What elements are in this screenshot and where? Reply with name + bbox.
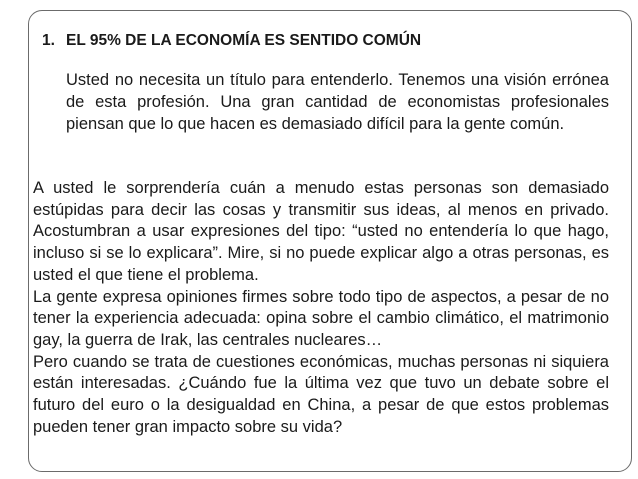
slide-heading <box>42 31 622 51</box>
heading-number: 1. <box>42 32 55 49</box>
body-paragraph-1: A usted le sorprendería cuán a menudo estas personas son demasiado estúpidas para decir las cosas y transmitir sus ideas, al menos en privado. Acostumbran a usar expresiones del tipo: “usted no entendería lo que hago, incluso si se lo explicara”. Mire, si no puede explicar algo a otras personas, es usted el que tiene el problema. <box>33 179 609 284</box>
heading-title: EL 95% DE LA ECONOMÍA ES SENTIDO COMÚN <box>66 32 422 49</box>
intro-paragraph: Usted no necesita un título para entenderlo. Tenemos una visión errónea de esta profesión. Una gran cantidad de economistas profesionales piensan que lo que hacen es demasiado difícil para la gente común. <box>66 71 609 133</box>
body-paragraph-3: Pero cuando se trata de cuestiones económicas, muchas personas ni siquiera están interesadas. ¿Cuándo fue la última vez que tuvo un debate sobre el futuro del euro o la desigualdad en China, a pesar de que estos problemas pueden tener gran impacto sobre su vida? <box>33 352 609 436</box>
body-paragraph-2: La gente expresa opiniones firmes sobre todo tipo de aspectos, a pesar de no tener la experiencia adecuada: opina sobre el cambio climático, el matrimonio gay, la guerra de Irak, las centrales nucleares… <box>33 287 609 349</box>
body-text <box>33 178 609 438</box>
